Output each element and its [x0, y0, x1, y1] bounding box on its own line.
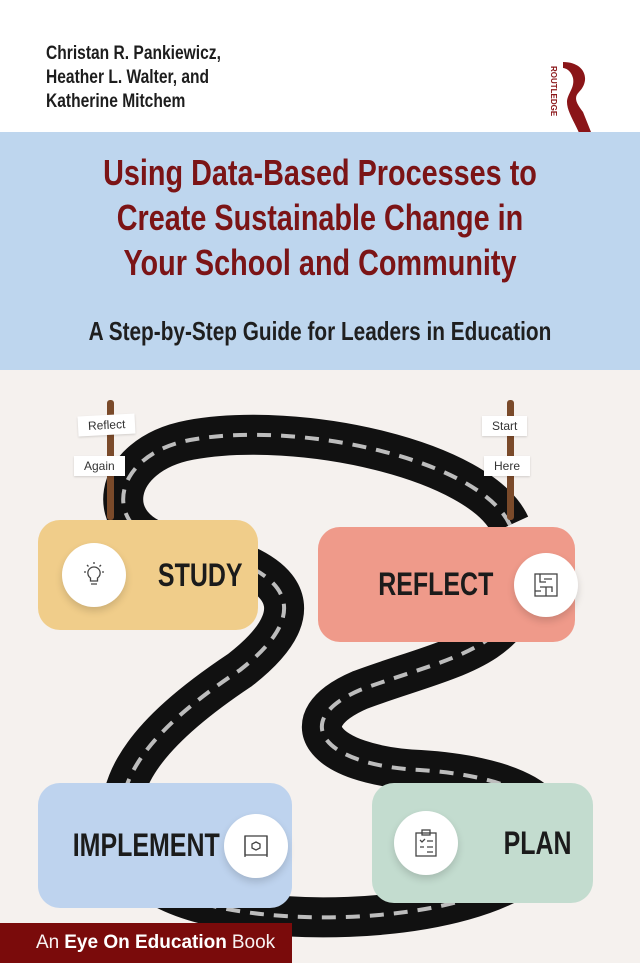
step-label: REFLECT — [378, 566, 494, 602]
series-banner — [0, 923, 292, 963]
author-1: Christan R. Pankiewicz, — [46, 43, 221, 64]
maze-icon — [514, 553, 578, 617]
lightbulb-icon — [62, 543, 126, 607]
sign-reflect: Reflect — [78, 414, 136, 437]
step-study — [38, 520, 258, 630]
step-label: PLAN — [503, 824, 572, 861]
author-3: Katherine Mitchem — [46, 91, 186, 112]
step-implement — [38, 783, 292, 908]
title-line: Create Sustainable Change in — [116, 197, 524, 238]
step-plan — [372, 783, 593, 903]
book-subtitle: A Step-by-Step Guide for Leaders in Education — [88, 316, 552, 346]
clipboard-icon — [394, 811, 458, 875]
banner-suffix: Book — [231, 932, 276, 953]
sign-here: Here — [484, 456, 530, 476]
step-label: STUDY — [157, 556, 243, 593]
banner-series-name: Eye On Education — [64, 932, 227, 953]
svg-text:ROUTLEDGE: ROUTLEDGE — [549, 66, 558, 117]
step-label: IMPLEMENT — [72, 827, 220, 863]
title-line: Using Data-Based Processes to — [103, 152, 537, 193]
banner-prefix: An — [36, 932, 60, 953]
sign-again: Again — [74, 456, 125, 476]
title-line: Your School and Community — [123, 242, 517, 283]
blueprint-icon — [224, 814, 288, 878]
author-2: Heather L. Walter, and — [46, 67, 210, 88]
sign-start: Start — [482, 416, 527, 436]
step-reflect — [318, 527, 575, 642]
